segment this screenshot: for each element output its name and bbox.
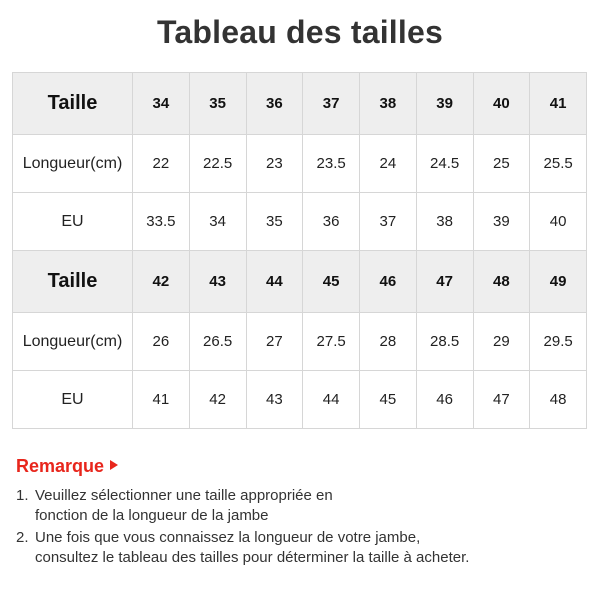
remark-list <box>16 486 586 570</box>
size-table <box>12 72 587 429</box>
length-row <box>13 313 587 371</box>
eu-cell: 47 <box>473 371 530 429</box>
length-cell: 24.5 <box>416 135 473 193</box>
row-label: EU <box>13 371 133 429</box>
eu-cell: 36 <box>303 193 360 251</box>
row-label: Longueur(cm) <box>13 313 133 371</box>
eu-cell: 35 <box>246 193 303 251</box>
remark-heading <box>16 456 118 477</box>
size-header-cell: 34 <box>133 73 190 135</box>
remark-line: Une fois que vous connaissez la longueur de votre jambe, <box>35 529 421 546</box>
triangle-right-icon <box>110 460 118 470</box>
size-header-cell: 37 <box>303 73 360 135</box>
remark-text <box>35 528 586 568</box>
size-header-cell: 44 <box>246 251 303 313</box>
length-cell: 28 <box>360 313 417 371</box>
eu-cell: 48 <box>530 371 587 429</box>
length-cell: 25 <box>473 135 530 193</box>
length-cell: 26 <box>133 313 190 371</box>
eu-cell: 41 <box>133 371 190 429</box>
length-cell: 23 <box>246 135 303 193</box>
remark-line: fonction de la longueur de la jambe <box>35 507 269 524</box>
row-label: Longueur(cm) <box>13 135 133 193</box>
remark-item <box>16 486 586 526</box>
length-row <box>13 135 587 193</box>
eu-cell: 40 <box>530 193 587 251</box>
remark-line: consultez le tableau des tailles pour déterminer la taille à acheter. <box>35 549 470 566</box>
size-header-cell: 39 <box>416 73 473 135</box>
remark-text <box>35 486 586 526</box>
eu-row <box>13 371 587 429</box>
length-cell: 22.5 <box>189 135 246 193</box>
eu-cell: 39 <box>473 193 530 251</box>
length-cell: 26.5 <box>189 313 246 371</box>
size-header-cell: 45 <box>303 251 360 313</box>
length-cell: 23.5 <box>303 135 360 193</box>
size-header-cell: 40 <box>473 73 530 135</box>
size-header-row <box>13 73 587 135</box>
eu-cell: 46 <box>416 371 473 429</box>
row-label: Taille <box>13 251 133 313</box>
length-cell: 28.5 <box>416 313 473 371</box>
size-header-cell: 46 <box>360 251 417 313</box>
eu-cell: 37 <box>360 193 417 251</box>
eu-cell: 43 <box>246 371 303 429</box>
size-header-cell: 38 <box>360 73 417 135</box>
size-header-cell: 36 <box>246 73 303 135</box>
size-header-cell: 49 <box>530 251 587 313</box>
row-label: EU <box>13 193 133 251</box>
length-cell: 27.5 <box>303 313 360 371</box>
eu-cell: 38 <box>416 193 473 251</box>
eu-cell: 45 <box>360 371 417 429</box>
length-cell: 27 <box>246 313 303 371</box>
remark-number: 2. <box>16 529 29 546</box>
length-cell: 25.5 <box>530 135 587 193</box>
size-header-cell: 41 <box>530 73 587 135</box>
length-cell: 22 <box>133 135 190 193</box>
remark-item <box>16 528 586 568</box>
size-header-row <box>13 251 587 313</box>
eu-cell: 42 <box>189 371 246 429</box>
eu-cell: 34 <box>189 193 246 251</box>
size-header-cell: 42 <box>133 251 190 313</box>
eu-cell: 33.5 <box>133 193 190 251</box>
remark-line: Veuillez sélectionner une taille appropriée en <box>35 487 333 504</box>
eu-row <box>13 193 587 251</box>
size-header-cell: 47 <box>416 251 473 313</box>
remark-number: 1. <box>16 487 29 504</box>
length-cell: 29 <box>473 313 530 371</box>
page-title: Tableau des tailles <box>157 14 443 50</box>
length-cell: 24 <box>360 135 417 193</box>
remark-heading-label: Remarque <box>16 456 105 476</box>
eu-cell: 44 <box>303 371 360 429</box>
size-header-cell: 43 <box>189 251 246 313</box>
row-label: Taille <box>13 73 133 135</box>
size-header-cell: 48 <box>473 251 530 313</box>
size-header-cell: 35 <box>189 73 246 135</box>
length-cell: 29.5 <box>530 313 587 371</box>
